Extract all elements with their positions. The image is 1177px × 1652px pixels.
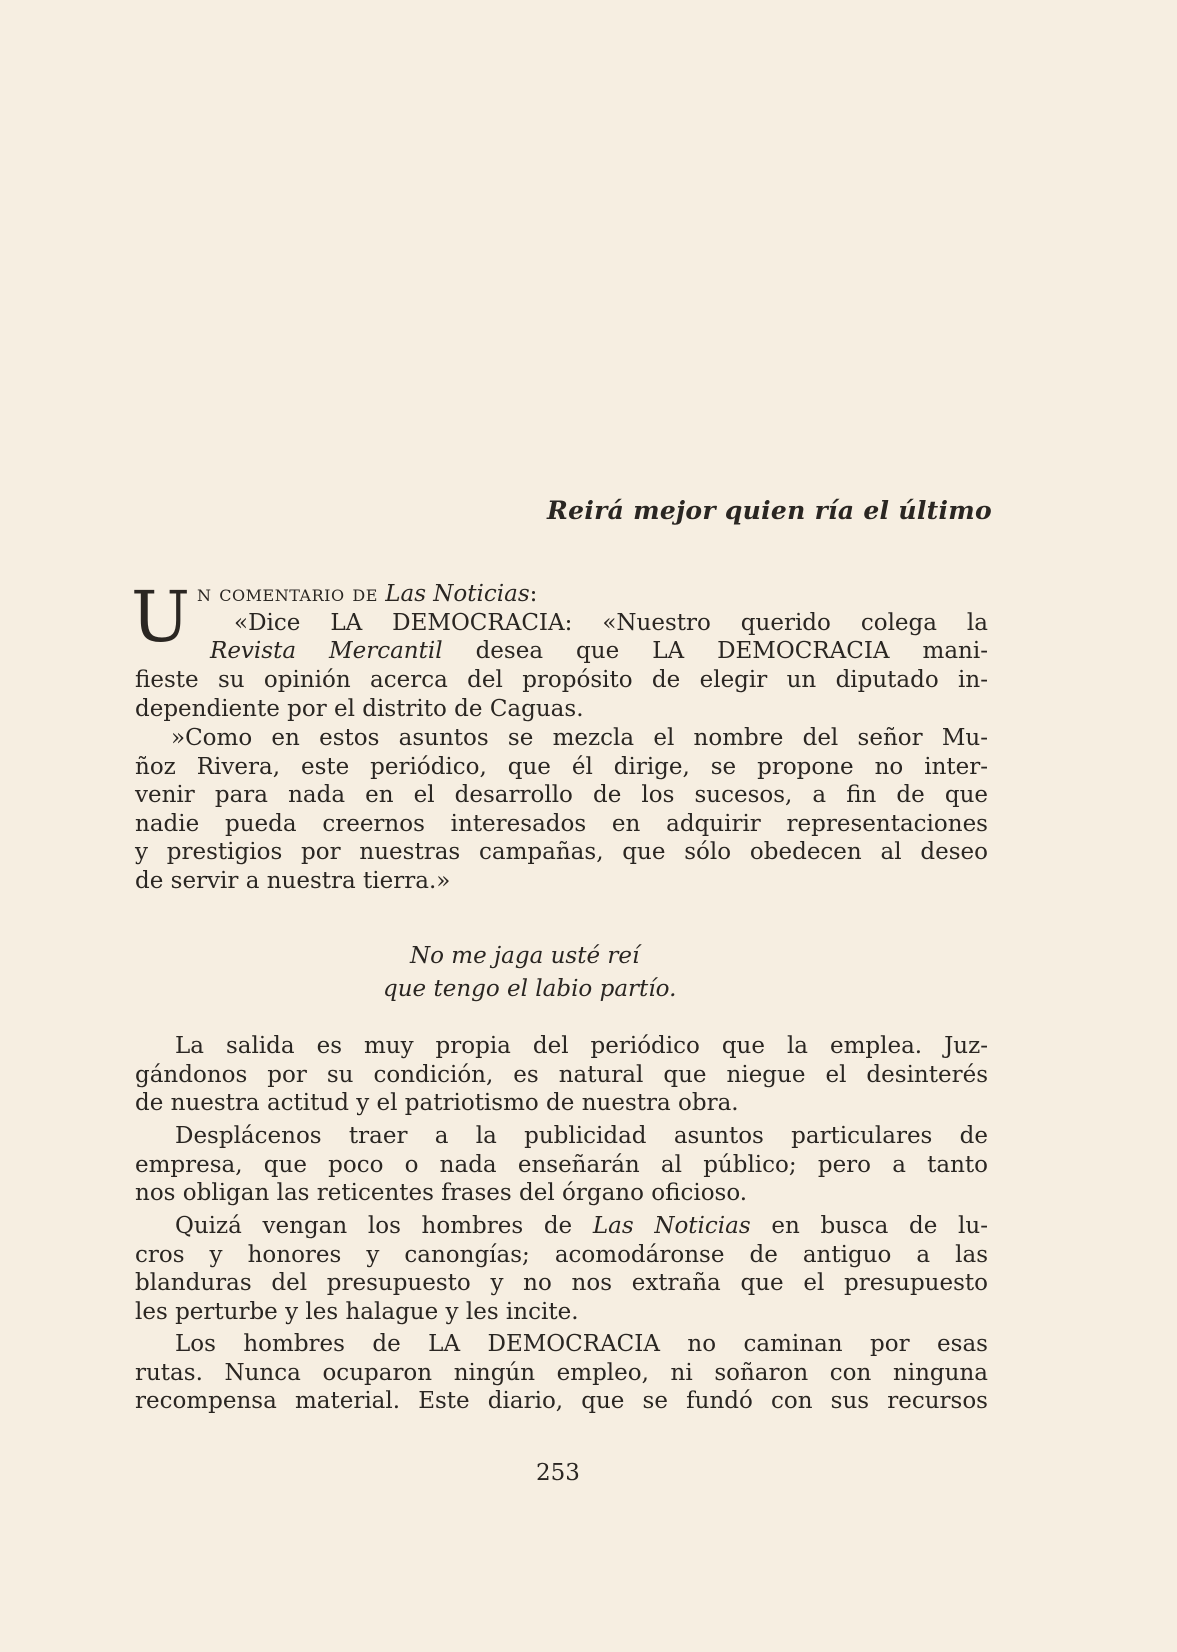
paragraph-line: nadie pueda creernos interesados en adquirir representaciones bbox=[135, 810, 988, 837]
paragraph-line: blanduras del presupuesto y no nos extraña que el presupuesto bbox=[135, 1270, 988, 1297]
paragraph-line: fieste su opinión acerca del propósito de elegir un diputado in- bbox=[135, 667, 988, 693]
paragraph-1 bbox=[135, 666, 988, 723]
paragraph-line bbox=[197, 637, 988, 666]
newspaper-name: Las Noticias bbox=[592, 1213, 751, 1239]
paragraph-4 bbox=[135, 1122, 988, 1208]
paragraph-line: les perturbe y les halague y les incite. bbox=[135, 1298, 579, 1325]
journal-name: Revista Mercantil bbox=[210, 638, 443, 665]
paragraph-line: y prestigios por nuestras campañas, que sólo obedecen al deseo bbox=[135, 839, 988, 866]
intro-colon: : bbox=[529, 581, 538, 607]
page-number: 253 bbox=[536, 1460, 580, 1486]
paragraph-line: gándonos por su condición, es natural que niegue el desinterés bbox=[135, 1061, 988, 1088]
paragraph-line: «Dice LA DEMOCRACIA: «Nuestro querido colega la bbox=[234, 609, 988, 636]
article-title: Reirá mejor quien ría el último bbox=[547, 496, 992, 525]
verse-line: No me jaga usté reí bbox=[410, 943, 640, 969]
drop-cap: U bbox=[131, 576, 190, 658]
paragraph-3 bbox=[135, 1032, 988, 1118]
paragraph-line: ñoz Rivera, este periódico, que él dirige, se propone no inter- bbox=[135, 753, 988, 780]
paragraph-text: Quizá vengan los hombres de bbox=[175, 1213, 573, 1239]
paragraph-line: venir para nada en el desarrollo de los sucesos, a fin de que bbox=[135, 782, 988, 809]
paragraph-line: empresa, que poco o nada enseñarán al público; pero a tanto bbox=[135, 1151, 988, 1178]
paragraph-6 bbox=[135, 1330, 988, 1416]
paragraph-line: »Como en estos asuntos se mezcla el nombre del señor Mu- bbox=[171, 725, 988, 751]
paragraph-line: de servir a nuestra tierra.» bbox=[135, 867, 451, 894]
intro-caps: n comentario de bbox=[197, 581, 378, 607]
paragraph-line: rutas. Nunca ocuparon ningún empleo, ni soñaron con ninguna bbox=[135, 1359, 988, 1386]
paragraph-line: recompensa material. Este diario, que se fundó con sus recursos bbox=[135, 1388, 988, 1415]
paragraph-text: en busca de lu- bbox=[771, 1213, 989, 1239]
paragraph-line bbox=[135, 1212, 988, 1241]
intro-block bbox=[197, 580, 988, 666]
intro-source: Las Noticias bbox=[385, 581, 530, 607]
paragraph-2 bbox=[135, 724, 988, 896]
paragraph-line: de nuestra actitud y el patriotismo de nuestra obra. bbox=[135, 1090, 739, 1117]
paragraph-line: nos obligan las reticentes frases del órgano oficioso. bbox=[135, 1180, 748, 1207]
paragraph-5 bbox=[135, 1212, 988, 1326]
paragraph-line: dependiente por el distrito de Caguas. bbox=[135, 695, 584, 722]
paragraph-line: La salida es muy propia del periódico que la emplea. Juz- bbox=[175, 1033, 988, 1059]
verse-line: que tengo el labio partío. bbox=[383, 976, 677, 1002]
paragraph-line: Los hombres de LA DEMOCRACIA no caminan por esas bbox=[175, 1331, 988, 1357]
paragraph-line: Desplácenos traer a la publicidad asuntos particulares de bbox=[175, 1123, 988, 1149]
paragraph-text: desea que LA DEMOCRACIA mani- bbox=[475, 638, 989, 665]
intro-line bbox=[197, 580, 988, 609]
paragraph-line: cros y honores y canongías; acomodáronse de antiguo a las bbox=[135, 1241, 988, 1268]
